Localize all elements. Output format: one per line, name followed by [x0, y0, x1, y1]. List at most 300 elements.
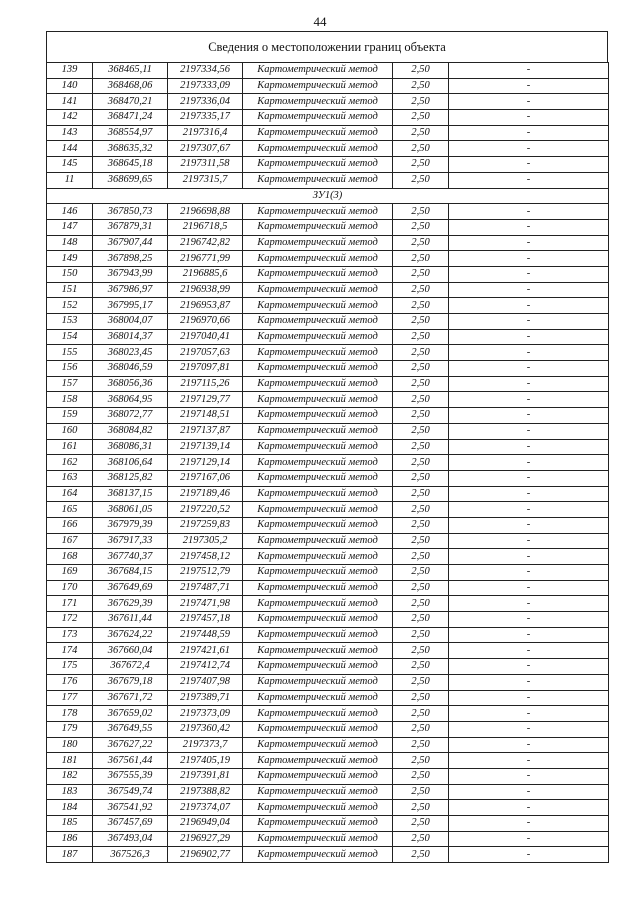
description-cell: - [449, 251, 609, 267]
description-cell: - [449, 580, 609, 596]
y-coordinate-cell: 2197167,06 [168, 470, 243, 486]
table-title: Сведения о местоположении границ объекта [46, 31, 608, 62]
point-number-cell: 156 [47, 361, 93, 377]
accuracy-cell: 2,50 [393, 408, 449, 424]
accuracy-cell: 2,50 [393, 361, 449, 377]
point-number-cell: 166 [47, 517, 93, 533]
accuracy-cell: 2,50 [393, 251, 449, 267]
point-number-cell: 175 [47, 659, 93, 675]
y-coordinate-cell: 2196927,29 [168, 831, 243, 847]
table-row [47, 141, 609, 157]
table-row [47, 266, 609, 282]
x-coordinate-cell: 368056,36 [93, 376, 168, 392]
x-coordinate-cell: 367660,04 [93, 643, 168, 659]
method-cell: Картометрический метод [243, 847, 393, 863]
point-number-cell: 172 [47, 612, 93, 628]
accuracy-cell: 2,50 [393, 659, 449, 675]
description-cell: - [449, 376, 609, 392]
x-coordinate-cell: 368137,15 [93, 486, 168, 502]
point-number-cell: 139 [47, 63, 93, 79]
description-cell: - [449, 784, 609, 800]
accuracy-cell: 2,50 [393, 157, 449, 173]
description-cell: - [449, 408, 609, 424]
point-number-cell: 143 [47, 125, 93, 141]
table-row [47, 549, 609, 565]
accuracy-cell: 2,50 [393, 816, 449, 832]
point-number-cell: 167 [47, 533, 93, 549]
table-row [47, 298, 609, 314]
table-row [47, 517, 609, 533]
description-cell: - [449, 141, 609, 157]
description-cell: - [449, 392, 609, 408]
table-row [47, 816, 609, 832]
point-number-cell: 149 [47, 251, 93, 267]
y-coordinate-cell: 2196742,82 [168, 235, 243, 251]
point-number-cell: 148 [47, 235, 93, 251]
y-coordinate-cell: 2197373,7 [168, 737, 243, 753]
x-coordinate-cell: 367549,74 [93, 784, 168, 800]
y-coordinate-cell: 2197336,04 [168, 94, 243, 110]
point-number-cell: 165 [47, 502, 93, 518]
y-coordinate-cell: 2197335,17 [168, 110, 243, 126]
point-number-cell: 168 [47, 549, 93, 565]
x-coordinate-cell: 368086,31 [93, 439, 168, 455]
description-cell: - [449, 172, 609, 188]
method-cell: Картометрический метод [243, 361, 393, 377]
x-coordinate-cell: 368699,65 [93, 172, 168, 188]
accuracy-cell: 2,50 [393, 502, 449, 518]
table-row [47, 831, 609, 847]
x-coordinate-cell: 367649,55 [93, 721, 168, 737]
x-coordinate-cell: 368014,37 [93, 329, 168, 345]
x-coordinate-cell: 368084,82 [93, 423, 168, 439]
x-coordinate-cell: 367879,31 [93, 219, 168, 235]
method-cell: Картометрический метод [243, 392, 393, 408]
description-cell: - [449, 298, 609, 314]
y-coordinate-cell: 2197259,83 [168, 517, 243, 533]
point-number-cell: 179 [47, 721, 93, 737]
description-cell: - [449, 721, 609, 737]
table-row [47, 643, 609, 659]
x-coordinate-cell: 367943,99 [93, 266, 168, 282]
y-coordinate-cell: 2197487,71 [168, 580, 243, 596]
table-row [47, 282, 609, 298]
page-number: 44 [313, 14, 327, 29]
description-cell: - [449, 517, 609, 533]
accuracy-cell: 2,50 [393, 674, 449, 690]
method-cell: Картометрический метод [243, 157, 393, 173]
x-coordinate-cell: 367457,69 [93, 816, 168, 832]
y-coordinate-cell: 2197316,4 [168, 125, 243, 141]
method-cell: Картометрический метод [243, 329, 393, 345]
y-coordinate-cell: 2196698,88 [168, 204, 243, 220]
table-row [47, 408, 609, 424]
table-row [47, 235, 609, 251]
point-number-cell: 178 [47, 706, 93, 722]
x-coordinate-cell: 368046,59 [93, 361, 168, 377]
y-coordinate-cell: 2197040,41 [168, 329, 243, 345]
method-cell: Картометрический метод [243, 455, 393, 471]
y-coordinate-cell: 2197189,46 [168, 486, 243, 502]
method-cell: Картометрический метод [243, 533, 393, 549]
y-coordinate-cell: 2197129,14 [168, 455, 243, 471]
description-cell: - [449, 800, 609, 816]
method-cell: Картометрический метод [243, 706, 393, 722]
y-coordinate-cell: 2197115,26 [168, 376, 243, 392]
method-cell: Картометрический метод [243, 266, 393, 282]
x-coordinate-cell: 367611,44 [93, 612, 168, 628]
table-row [47, 486, 609, 502]
point-number-cell: 173 [47, 627, 93, 643]
description-cell: - [449, 125, 609, 141]
accuracy-cell: 2,50 [393, 455, 449, 471]
description-cell: - [449, 549, 609, 565]
accuracy-cell: 2,50 [393, 219, 449, 235]
method-cell: Картометрический метод [243, 816, 393, 832]
x-coordinate-cell: 367684,15 [93, 565, 168, 581]
method-cell: Картометрический метод [243, 690, 393, 706]
point-number-cell: 184 [47, 800, 93, 816]
point-number-cell: 187 [47, 847, 93, 863]
point-number-cell: 182 [47, 768, 93, 784]
y-coordinate-cell: 2197129,77 [168, 392, 243, 408]
y-coordinate-cell: 2197391,81 [168, 768, 243, 784]
accuracy-cell: 2,50 [393, 784, 449, 800]
y-coordinate-cell: 2197374,07 [168, 800, 243, 816]
accuracy-cell: 2,50 [393, 533, 449, 549]
method-cell: Картометрический метод [243, 831, 393, 847]
accuracy-cell: 2,50 [393, 706, 449, 722]
x-coordinate-cell: 367850,73 [93, 204, 168, 220]
method-cell: Картометрический метод [243, 235, 393, 251]
y-coordinate-cell: 2196949,04 [168, 816, 243, 832]
method-cell: Картометрический метод [243, 282, 393, 298]
x-coordinate-cell: 368465,11 [93, 63, 168, 79]
table-row [47, 659, 609, 675]
x-coordinate-cell: 367629,39 [93, 596, 168, 612]
y-coordinate-cell: 2197457,18 [168, 612, 243, 628]
accuracy-cell: 2,50 [393, 737, 449, 753]
point-number-cell: 11 [47, 172, 93, 188]
y-coordinate-cell: 2197389,71 [168, 690, 243, 706]
table-row [47, 784, 609, 800]
accuracy-cell: 2,50 [393, 565, 449, 581]
x-coordinate-cell: 368554,97 [93, 125, 168, 141]
y-coordinate-cell: 2197405,19 [168, 753, 243, 769]
x-coordinate-cell: 367561,44 [93, 753, 168, 769]
description-cell: - [449, 110, 609, 126]
x-coordinate-cell: 367995,17 [93, 298, 168, 314]
description-cell: - [449, 314, 609, 330]
method-cell: Картометрический метод [243, 423, 393, 439]
x-coordinate-cell: 367649,69 [93, 580, 168, 596]
x-coordinate-cell: 367659,02 [93, 706, 168, 722]
accuracy-cell: 2,50 [393, 376, 449, 392]
method-cell: Картометрический метод [243, 784, 393, 800]
point-number-cell: 185 [47, 816, 93, 832]
x-coordinate-cell: 367541,92 [93, 800, 168, 816]
y-coordinate-cell: 2196938,99 [168, 282, 243, 298]
accuracy-cell: 2,50 [393, 439, 449, 455]
point-number-cell: 142 [47, 110, 93, 126]
table-row [47, 612, 609, 628]
x-coordinate-cell: 367672,4 [93, 659, 168, 675]
point-number-cell: 151 [47, 282, 93, 298]
accuracy-cell: 2,50 [393, 172, 449, 188]
y-coordinate-cell: 2197097,81 [168, 361, 243, 377]
accuracy-cell: 2,50 [393, 314, 449, 330]
method-cell: Картометрический метод [243, 376, 393, 392]
x-coordinate-cell: 367898,25 [93, 251, 168, 267]
method-cell: Картометрический метод [243, 345, 393, 361]
accuracy-cell: 2,50 [393, 768, 449, 784]
y-coordinate-cell: 2197471,98 [168, 596, 243, 612]
y-coordinate-cell: 2196953,87 [168, 298, 243, 314]
y-coordinate-cell: 2197315,7 [168, 172, 243, 188]
x-coordinate-cell: 368125,82 [93, 470, 168, 486]
table-row [47, 690, 609, 706]
description-cell: - [449, 486, 609, 502]
accuracy-cell: 2,50 [393, 549, 449, 565]
method-cell: Картометрический метод [243, 517, 393, 533]
method-cell: Картометрический метод [243, 172, 393, 188]
accuracy-cell: 2,50 [393, 627, 449, 643]
accuracy-cell: 2,50 [393, 831, 449, 847]
description-cell: - [449, 63, 609, 79]
table-row [47, 706, 609, 722]
point-number-cell: 150 [47, 266, 93, 282]
table-row [47, 533, 609, 549]
table-row [47, 110, 609, 126]
accuracy-cell: 2,50 [393, 470, 449, 486]
y-coordinate-cell: 2197057,63 [168, 345, 243, 361]
accuracy-cell: 2,50 [393, 282, 449, 298]
method-cell: Картометрический метод [243, 502, 393, 518]
method-cell: Картометрический метод [243, 659, 393, 675]
table-row [47, 172, 609, 188]
method-cell: Картометрический метод [243, 565, 393, 581]
y-coordinate-cell: 2197333,09 [168, 78, 243, 94]
point-number-cell: 140 [47, 78, 93, 94]
description-cell: - [449, 847, 609, 863]
rows-group-2 [47, 204, 609, 863]
point-number-cell: 157 [47, 376, 93, 392]
y-coordinate-cell: 2196718,5 [168, 219, 243, 235]
point-number-cell: 154 [47, 329, 93, 345]
x-coordinate-cell: 368061,05 [93, 502, 168, 518]
x-coordinate-cell: 367986,97 [93, 282, 168, 298]
accuracy-cell: 2,50 [393, 141, 449, 157]
table-row [47, 768, 609, 784]
y-coordinate-cell: 2197388,82 [168, 784, 243, 800]
point-number-cell: 160 [47, 423, 93, 439]
description-cell: - [449, 753, 609, 769]
accuracy-cell: 2,50 [393, 329, 449, 345]
description-cell: - [449, 737, 609, 753]
method-cell: Картометрический метод [243, 768, 393, 784]
table-row [47, 63, 609, 79]
method-cell: Картометрический метод [243, 674, 393, 690]
point-number-cell: 186 [47, 831, 93, 847]
description-cell: - [449, 235, 609, 251]
description-cell: - [449, 706, 609, 722]
description-cell: - [449, 627, 609, 643]
description-cell: - [449, 266, 609, 282]
boundary-table [46, 31, 608, 863]
point-number-cell: 176 [47, 674, 93, 690]
y-coordinate-cell: 2196885,6 [168, 266, 243, 282]
description-cell: - [449, 157, 609, 173]
point-number-cell: 163 [47, 470, 93, 486]
rows-group-1 [47, 63, 609, 189]
method-cell: Картометрический метод [243, 470, 393, 486]
method-cell: Картометрический метод [243, 580, 393, 596]
x-coordinate-cell: 368470,21 [93, 94, 168, 110]
description-cell: - [449, 674, 609, 690]
description-cell: - [449, 94, 609, 110]
accuracy-cell: 2,50 [393, 721, 449, 737]
description-cell: - [449, 659, 609, 675]
point-number-cell: 177 [47, 690, 93, 706]
y-coordinate-cell: 2197148,51 [168, 408, 243, 424]
x-coordinate-cell: 368064,95 [93, 392, 168, 408]
table-row [47, 753, 609, 769]
description-cell: - [449, 439, 609, 455]
table-row [47, 502, 609, 518]
accuracy-cell: 2,50 [393, 298, 449, 314]
table-row [47, 361, 609, 377]
accuracy-cell: 2,50 [393, 94, 449, 110]
y-coordinate-cell: 2197360,42 [168, 721, 243, 737]
y-coordinate-cell: 2197412,74 [168, 659, 243, 675]
point-number-cell: 152 [47, 298, 93, 314]
accuracy-cell: 2,50 [393, 643, 449, 659]
point-number-cell: 169 [47, 565, 93, 581]
section-label: ЗУ1(3) [47, 188, 609, 204]
point-number-cell: 158 [47, 392, 93, 408]
table-row [47, 376, 609, 392]
description-cell: - [449, 533, 609, 549]
point-number-cell: 144 [47, 141, 93, 157]
point-number-cell: 159 [47, 408, 93, 424]
accuracy-cell: 2,50 [393, 78, 449, 94]
x-coordinate-cell: 367740,37 [93, 549, 168, 565]
y-coordinate-cell: 2197137,87 [168, 423, 243, 439]
y-coordinate-cell: 2196902,77 [168, 847, 243, 863]
point-number-cell: 174 [47, 643, 93, 659]
x-coordinate-cell: 367907,44 [93, 235, 168, 251]
method-cell: Картометрический метод [243, 612, 393, 628]
point-number-cell: 147 [47, 219, 93, 235]
accuracy-cell: 2,50 [393, 612, 449, 628]
table-row [47, 423, 609, 439]
description-cell: - [449, 204, 609, 220]
y-coordinate-cell: 2197334,56 [168, 63, 243, 79]
table-row [47, 470, 609, 486]
accuracy-cell: 2,50 [393, 235, 449, 251]
point-number-cell: 145 [47, 157, 93, 173]
table-row [47, 329, 609, 345]
method-cell: Картометрический метод [243, 721, 393, 737]
table-row [47, 674, 609, 690]
table-row [47, 847, 609, 863]
table-row [47, 439, 609, 455]
accuracy-cell: 2,50 [393, 63, 449, 79]
accuracy-cell: 2,50 [393, 847, 449, 863]
method-cell: Картометрический метод [243, 439, 393, 455]
x-coordinate-cell: 367627,22 [93, 737, 168, 753]
description-cell: - [449, 690, 609, 706]
accuracy-cell: 2,50 [393, 800, 449, 816]
description-cell: - [449, 596, 609, 612]
point-number-cell: 183 [47, 784, 93, 800]
method-cell: Картометрический метод [243, 63, 393, 79]
description-cell: - [449, 768, 609, 784]
description-cell: - [449, 329, 609, 345]
method-cell: Картометрический метод [243, 486, 393, 502]
section-group [47, 188, 609, 204]
x-coordinate-cell: 367624,22 [93, 627, 168, 643]
table-row [47, 580, 609, 596]
description-cell: - [449, 78, 609, 94]
y-coordinate-cell: 2197448,59 [168, 627, 243, 643]
description-cell: - [449, 423, 609, 439]
method-cell: Картометрический метод [243, 800, 393, 816]
x-coordinate-cell: 368471,24 [93, 110, 168, 126]
y-coordinate-cell: 2197512,79 [168, 565, 243, 581]
x-coordinate-cell: 368004,07 [93, 314, 168, 330]
method-cell: Картометрический метод [243, 110, 393, 126]
x-coordinate-cell: 367493,04 [93, 831, 168, 847]
x-coordinate-cell: 367526,3 [93, 847, 168, 863]
y-coordinate-cell: 2197305,2 [168, 533, 243, 549]
accuracy-cell: 2,50 [393, 266, 449, 282]
accuracy-cell: 2,50 [393, 345, 449, 361]
method-cell: Картометрический метод [243, 251, 393, 267]
description-cell: - [449, 455, 609, 471]
table-row [47, 721, 609, 737]
description-cell: - [449, 502, 609, 518]
table-row [47, 455, 609, 471]
table-row [47, 157, 609, 173]
point-number-cell: 161 [47, 439, 93, 455]
description-cell: - [449, 565, 609, 581]
accuracy-cell: 2,50 [393, 580, 449, 596]
x-coordinate-cell: 367679,18 [93, 674, 168, 690]
point-number-cell: 162 [47, 455, 93, 471]
x-coordinate-cell: 368106,64 [93, 455, 168, 471]
description-cell: - [449, 612, 609, 628]
method-cell: Картометрический метод [243, 753, 393, 769]
method-cell: Картометрический метод [243, 298, 393, 314]
accuracy-cell: 2,50 [393, 596, 449, 612]
point-number-cell: 153 [47, 314, 93, 330]
accuracy-cell: 2,50 [393, 392, 449, 408]
table-row [47, 565, 609, 581]
point-number-cell: 146 [47, 204, 93, 220]
method-cell: Картометрический метод [243, 314, 393, 330]
y-coordinate-cell: 2197307,67 [168, 141, 243, 157]
x-coordinate-cell: 368468,06 [93, 78, 168, 94]
point-number-cell: 181 [47, 753, 93, 769]
table-row [47, 204, 609, 220]
method-cell: Картометрический метод [243, 125, 393, 141]
method-cell: Картометрический метод [243, 78, 393, 94]
x-coordinate-cell: 367671,72 [93, 690, 168, 706]
y-coordinate-cell: 2197220,52 [168, 502, 243, 518]
description-cell: - [449, 282, 609, 298]
point-number-cell: 180 [47, 737, 93, 753]
